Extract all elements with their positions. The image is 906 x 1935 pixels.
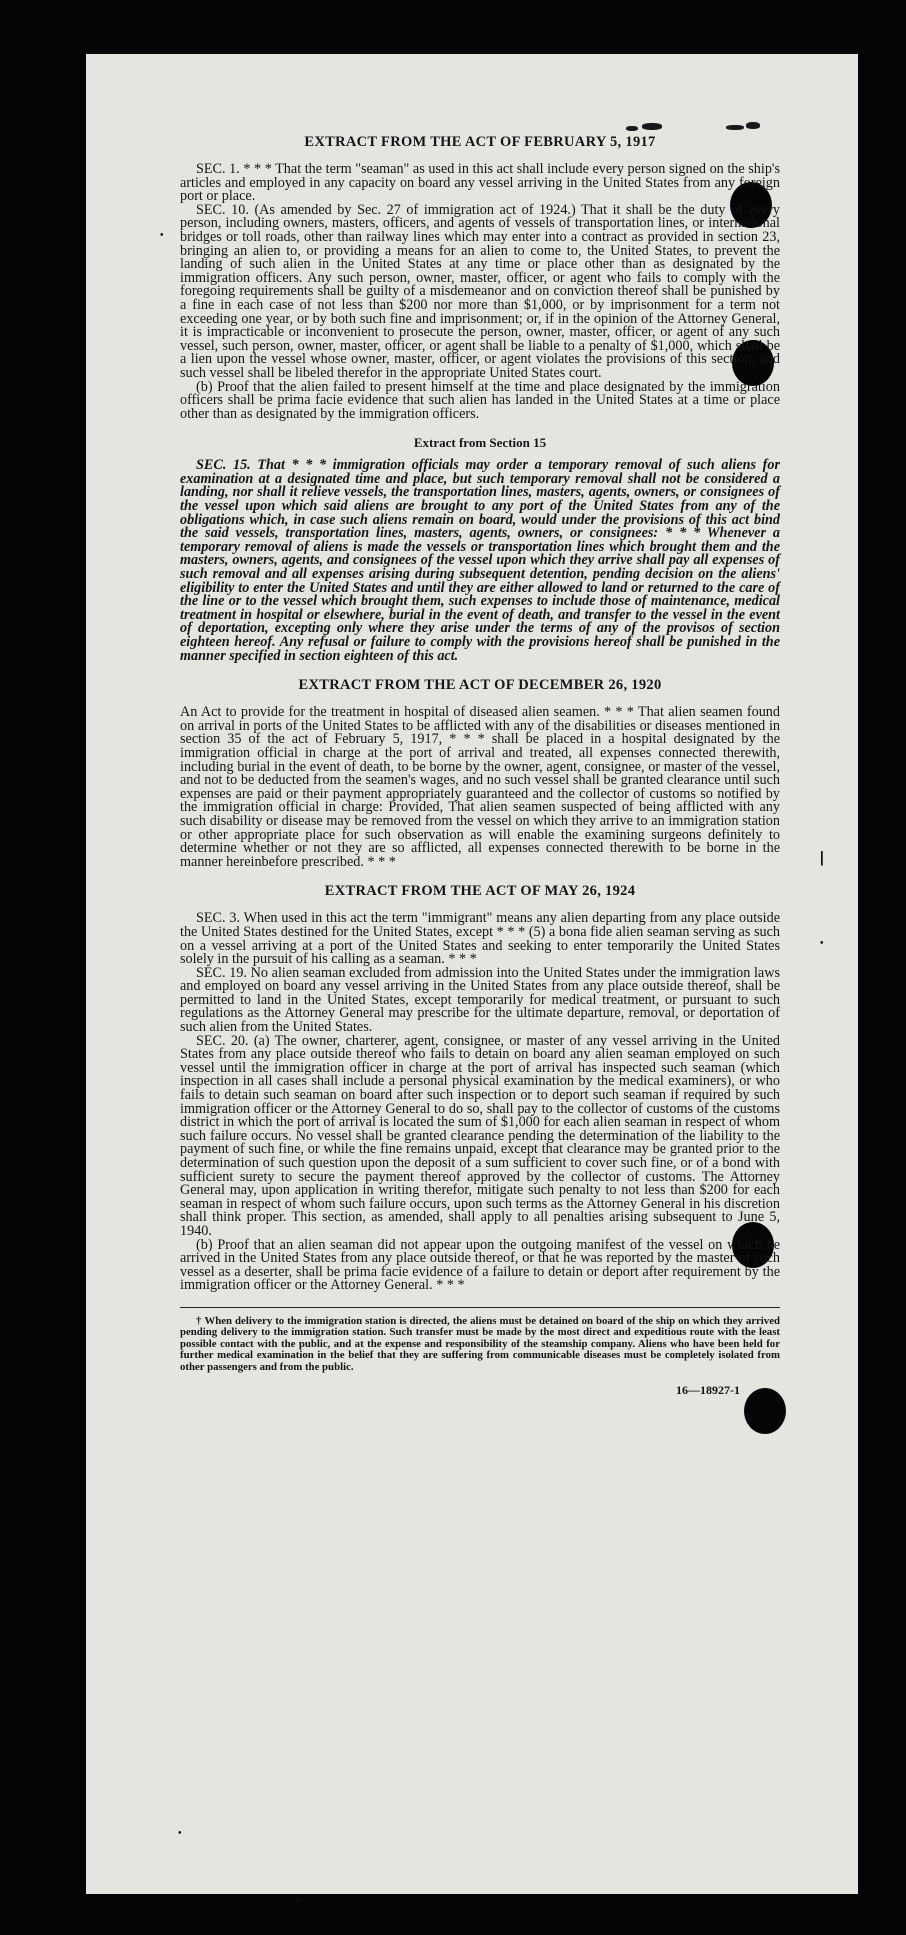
section-heading: EXTRACT FROM THE ACT OF DECEMBER 26, 1920	[298, 677, 662, 694]
section-paragraph: SEC. 1. * * * That the term "seaman" as used in this act shall include every person signed on the ship's articles and employed in any capacity on board any vessel arriving in the United States from any foreign port or place.	[180, 161, 780, 205]
section-paragraph: (b) Proof that an alien seaman did not appear upon the outgoing manifest of the vessel on which he arrived in the United States from any place outside thereof, or that he was reported by the master of such vessel as a deserter, shall be prima facie evidence of a failure to detain or deport after requirement by the immigration officer or the Attorney General. * * *	[180, 1236, 780, 1294]
section-paragraph: SEC. 15. That * * * immigration officials may order a temporary removal of such aliens for examination at a designated time and place, but such temporary removal shall not be considered a landing, nor shall it relieve vessels, the transportation lines, masters, agents, owners, or consignees of the vessel upon which said aliens are brought to any port of the United States from any of the obligations which, in case such aliens remain on board, would under the provisions of this act bind the said vessels, transportation lines, masters, agents, owners, or consignees: * * * Whenever a temporary removal of aliens is made the vessels or transportation lines which brought them and the masters, owners, agents, and consignees of the vessel upon which they arrive shall pay all expenses of such removal and all expenses arising during subsequent detention, pending decision on the aliens' eligibility to enter the United States and until they are either allowed to land or returned to the care of the line or to the vessel which brought them, such expenses to include those of maintenance, medical treatment in hospital or elsewhere, burial in the event of death, and transfer to the vessel in the event of deportation, excepting only where they arise under the terms of any of the provisos of section eighteen hereof. Any refusal or failure to comply with the provisions hereof shall be punished in the manner specified in section eighteen of this act.	[180, 457, 780, 664]
margin-mark: ❘	[816, 851, 828, 866]
document-body	[180, 134, 780, 1398]
section-paragraph: SEC. 3. When used in this act the term "immigrant" means any alien departing from any place outside the United States destined for the United States, except * * * (5) a bona fide alien seaman serving as such on a vessel arriving at a port of the United States and seeking to enter temporarily the United States solely in the pursuit of his calling as a seaman. * * *	[180, 910, 780, 968]
extract-section	[180, 435, 780, 663]
section-paragraph: SEC. 19. No alien seaman excluded from admission into the United States under the immigration laws and employed on board any vessel arriving in the United States from any place outside thereof, shall be permitted to land in the United States, except temporarily for medical treatment, or pursuant to such regulations as the Attorney General may prescribe for the ultimate departure, removal, or deportation of such alien from the United States.	[180, 964, 780, 1036]
extract-section	[180, 883, 780, 1293]
extract-section	[180, 677, 780, 869]
ink-mark	[746, 122, 760, 129]
footnote-divider	[180, 1307, 780, 1308]
document-page	[86, 54, 858, 1906]
section-paragraph: SEC. 20. (a) The owner, charterer, agent, consignee, or master of any vessel arriving in the United States from any place outside thereof who fails to detain on board any alien seaman employed on such vessel until the immigration officer in charge at the port of arrival has inspected such seaman (which inspection in all cases shall include a personal physical examination by the medical examiners), or who fails to detain such seaman on board after such inspection or to deport such seaman if required by such immigration officer or the Attorney General to do so, shall pay to the collector of customs of the customs district in which the port of arrival is located the sum of $1,000 for each alien seaman in respect of whom such failure occurs. No vessel shall be granted clearance pending the determination of the liability to the payment of such fine, or while the fine remains unpaid, except that clearance may be granted prior to the determination of such question upon the deposit of a sum sufficient to cover such fine, or of a bond with sufficient surety to secure the payment thereof approved by the collector of customs. The Attorney General may, upon application in writing therefor, mitigate such penalty to not less than $200 for each seaman in respect of whom such failure occurs, upon such terms as the Attorney General in his discretion shall think proper. This section, as amended, shall apply to all penalties arising subsequent to June 5, 1940.	[180, 1032, 780, 1239]
section-subheading: Extract from Section 15	[413, 435, 547, 451]
section-paragraph: (b) Proof that the alien failed to present himself at the time and place designated by the immigration officers shall be prima facie evidence that such alien has landed in the United States at a time or place other than as designated by the immigration officers.	[180, 378, 780, 422]
form-number: 16—18927-1	[676, 1382, 740, 1397]
section-paragraph: SEC. 10. (As amended by Sec. 27 of immigration act of 1924.) That it shall be the duty of every person, including owners, masters, officers, and agents of vessels of transportation lines, or international bridges or toll roads, other than railway lines which may enter into a contract as provided in section 23, bringing an alien to, or providing a means for an alien to come to, the United States, to prevent the landing of such alien in the United States at any time or place other than as designated by the immigration officers. Any such person, owner, master, officer, or agent who fails to comply with the foregoing requirements shall be guilty of a misdemeanor and on conviction thereof shall be punished by a fine in each case of not less than $200 nor more than $1,000, or by imprisonment for a term not exceeding one year, or by both such fine and imprisonment; or, if in the opinion of the Attorney General, it is impracticable or inconvenient to prosecute the person, owner, master, officer, or agent of any such vessel, such person, owner, master, officer, or agent shall be liable to a penalty of $1,000, which shall be a lien upon the vessel whose owner, master, officer, or agent violates the provisions of this section, and such vessel shall be libeled therefor in the appropriate United States court.	[180, 201, 780, 381]
section-heading: EXTRACT FROM THE ACT OF FEBRUARY 5, 1917	[304, 134, 656, 150]
margin-mark: •	[178, 1828, 182, 1839]
section-paragraph: An Act to provide for the treatment in hospital of diseased alien seamen. * * * That alien seamen found on arrival in ports of the United States to be afflicted with any of the disabilities or diseases mentioned in section 35 of the act of February 5, 1917, * * * shall be placed in a hospital designated by the immigration official in charge at the port of arrival and treated, all expenses connected therewith, including burial in the event of death, to be borne by the owner, agent, consignee, or master of the vessel, and not to be deducted from the seamen's wages, and no such vessel shall be granted clearance until such expenses are paid or their payment appropriately guaranteed and the collector of customs so notified by the immigration official in charge: Provided, That alien seamen suspected of being afflicted with any such disability or disease may be removed from the vessel on which they arrive to an immigration station or other appropriate place for such observation as will enable the examining surgeons definitely to determine whether or not they are so afflicted, all expenses connected therewith to be borne in the manner hereinbefore prescribed. * * *	[180, 704, 780, 870]
section-heading: EXTRACT FROM THE ACT OF MAY 26, 1924	[324, 883, 636, 900]
ink-mark	[626, 126, 638, 131]
ink-mark	[726, 125, 744, 130]
extract-section	[180, 134, 780, 421]
footnote: † When delivery to the immigration station is directed, the aliens must be detained on board of the ship on which they arrived pending delivery to the immigration station. Such transfer must be made by the most direct and expeditious route with the least possible contact with the public, and at the expense and responsibility of the steamship company. Aliens who have been held for further medical examination in the belief that they are suffering from communicable diseases must be completely isolated from other passengers and from the public.	[180, 1314, 780, 1373]
margin-mark: •	[820, 938, 824, 949]
margin-mark: •	[296, 1892, 301, 1906]
ink-mark	[642, 123, 662, 130]
margin-mark: •	[160, 230, 164, 241]
